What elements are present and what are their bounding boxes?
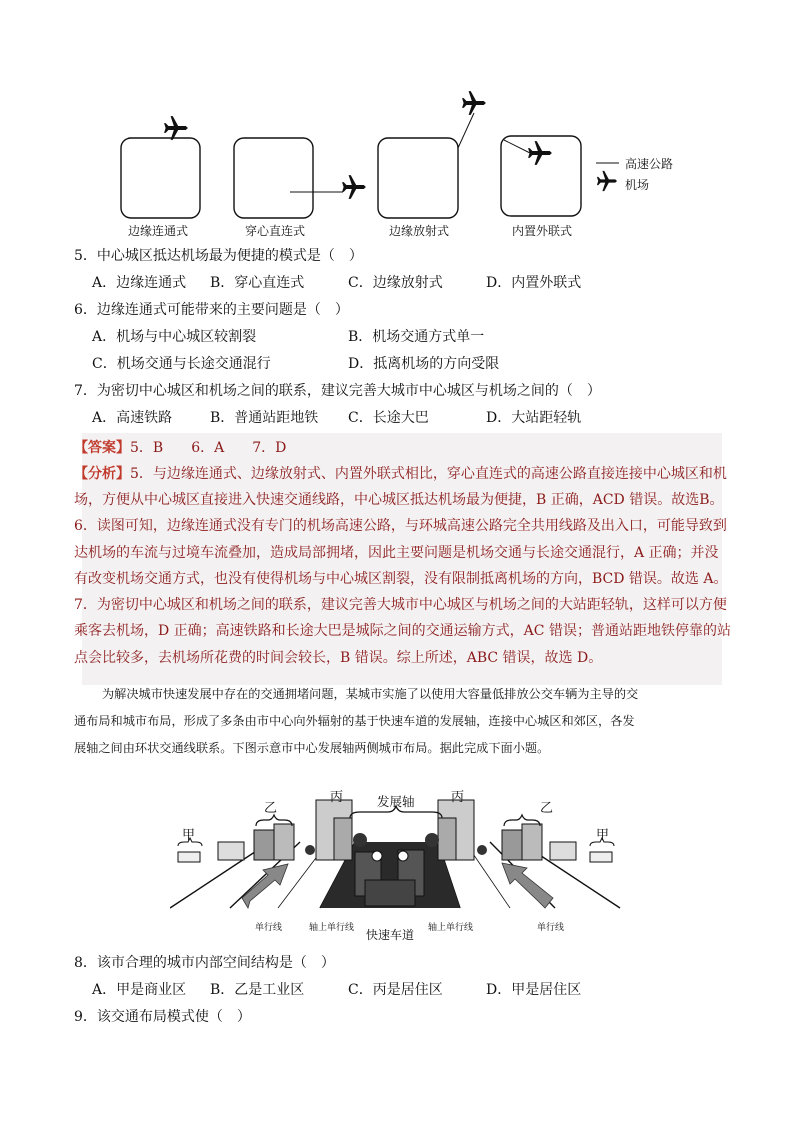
analysis-line-8: 点会比较多，去机场所花费的时间会较长，B 错误。综上所述，ABC 错误，故选 D。 bbox=[74, 650, 603, 666]
q6-option-c: C．机场交通与长途交通混行 bbox=[92, 356, 271, 372]
airport-icon bbox=[342, 175, 366, 199]
label-one-way-right: 单行线 bbox=[537, 923, 565, 933]
label-jia-left: 甲 bbox=[182, 828, 196, 843]
label-edge-connect: 边缘连通式 bbox=[128, 224, 189, 238]
tree bbox=[425, 833, 439, 847]
answer-line bbox=[74, 435, 286, 462]
tree bbox=[305, 845, 315, 855]
label-development-axis: 发展轴 bbox=[377, 794, 415, 809]
q8-stem: 8．该市合理的城市内部空间结构是（ ） bbox=[74, 955, 335, 971]
q7-stem: 7．为密切中心城区和机场之间的联系，建议完善大城市中心城区与机场之间的（ ） bbox=[74, 383, 601, 399]
building-yi-right bbox=[550, 842, 576, 860]
tree bbox=[353, 833, 367, 847]
building-bing-left bbox=[334, 818, 352, 860]
label-one-way-left: 单行线 bbox=[255, 923, 283, 933]
q8-option-d: D．甲是居住区 bbox=[486, 982, 582, 998]
q6-option-a: A．机场与中心城区较割裂 bbox=[92, 329, 257, 345]
analysis-head: 【分析】 bbox=[74, 466, 130, 482]
city-box-edge-radial bbox=[378, 138, 458, 218]
label-edge-radial: 边缘放射式 bbox=[389, 224, 450, 238]
building-yi-right bbox=[522, 824, 542, 860]
intro-line-3: 展轴之间由环状交通线联系。下图示意市中心发展轴两侧城市布局。据此完成下面小题。 bbox=[74, 741, 550, 755]
intro-line-1: 为解决城市快速发展中存在的交通拥堵问题，某城市实施了以使用大容量低排放公交车辆为主导的交 bbox=[102, 687, 639, 701]
label-bing-right: 丙 bbox=[451, 790, 465, 805]
airport-icon bbox=[528, 141, 552, 165]
legend-airport-label: 机场 bbox=[625, 178, 650, 192]
analysis-line-5: 有改变机场交通方式，也没有使得机场与中心城区割裂，没有限制抵离机场的方向，BCD 错误。故选 A。 bbox=[74, 571, 728, 587]
q7-option-c: C．长途大巴 bbox=[348, 410, 429, 426]
label-yi-right: 乙 bbox=[540, 801, 554, 816]
building-yi-right bbox=[502, 830, 524, 860]
label-yi-left: 乙 bbox=[264, 801, 278, 816]
label-axis-one-way-right: 轴上单行线 bbox=[428, 923, 474, 933]
q5-stem: 5．中心城区抵达机场最为便捷的模式是（ ） bbox=[74, 248, 363, 264]
airport-mode-diagram bbox=[0, 0, 794, 250]
station-light bbox=[398, 851, 408, 861]
station-light bbox=[372, 851, 382, 861]
q5-option-d: D．内置外联式 bbox=[486, 275, 582, 291]
q6-option-b: B．机场交通方式单一 bbox=[348, 329, 485, 345]
legend-airport-icon bbox=[597, 171, 617, 191]
label-inner: 内置外联式 bbox=[512, 224, 573, 238]
analysis-line-3: 6．读图可知，边缘连通式没有专门的机场高速公路，与环城高速公路完全共用线路及出入口，可能导致到 bbox=[74, 518, 727, 534]
bus bbox=[365, 880, 415, 906]
city-box-edge-connect bbox=[121, 138, 200, 218]
q9-stem: 9．该交通布局模式使（ ） bbox=[74, 1009, 251, 1025]
q5-option-b: B．穿心直连式 bbox=[210, 275, 305, 291]
label-bing-left: 丙 bbox=[330, 790, 344, 805]
q7-option-d: D．大站距轻轨 bbox=[486, 410, 582, 426]
q6-option-d: D．抵离机场的方向受限 bbox=[348, 356, 500, 372]
city-box-inner bbox=[501, 136, 581, 216]
building-yi-left bbox=[254, 830, 276, 860]
airport-icon bbox=[164, 116, 188, 140]
highway-line bbox=[504, 140, 532, 154]
answer-head: 【答案】 bbox=[74, 440, 130, 456]
q7-option-b: B．普通站距地铁 bbox=[210, 410, 319, 426]
label-through: 穿心直连式 bbox=[245, 224, 306, 238]
analysis-line-6: 7．为密切中心城区和机场之间的联系，建议完善大城市中心城区与机场之间的大站距轻轨，这样可以方便 bbox=[74, 597, 727, 613]
intro-line-2: 通布局和城市布局，形成了多条由市中心向外辐射的基于快速车道的发展轴，连接中心城区和郊区，各发 bbox=[74, 714, 635, 728]
q8-option-a: A．甲是商业区 bbox=[92, 982, 187, 998]
analysis-line-2: 场，方便从中心城区直接进入快速交通线路，中心城区抵达机场最为便捷，B 正确，ACD 错误。故选B。 bbox=[74, 492, 724, 508]
analysis-line-1 bbox=[74, 461, 727, 488]
building-yi-left bbox=[274, 824, 294, 860]
label-jia-right: 甲 bbox=[596, 828, 610, 843]
q7-option-a: A．高速铁路 bbox=[92, 410, 173, 426]
house-jia-left bbox=[178, 852, 200, 862]
house-jia-right bbox=[590, 852, 612, 862]
q6-stem: 6．边缘连通式可能带来的主要问题是（ ） bbox=[74, 302, 349, 318]
building-bing-right bbox=[438, 818, 456, 860]
q5-option-a: A．边缘连通式 bbox=[92, 275, 187, 291]
label-fast-lane: 快速车道 bbox=[366, 928, 415, 942]
highway-line bbox=[458, 113, 474, 148]
label-axis-one-way-left: 轴上单行线 bbox=[309, 923, 355, 933]
airport-icon bbox=[462, 91, 486, 115]
tree bbox=[477, 845, 487, 855]
answer-text: 5．B 6．A 7．D bbox=[130, 440, 287, 456]
q8-option-b: B．乙是工业区 bbox=[210, 982, 305, 998]
analysis-line-7: 乘客去机场，D 正确；高速铁路和长途大巴是城际之间的交通运输方式，AC 错误；普通站距地铁停靠的站 bbox=[74, 623, 731, 639]
legend-road-label: 高速公路 bbox=[625, 157, 674, 171]
analysis-text-1: 5．与边缘连通式、边缘放射式、内置外联式相比，穿心直连式的高速公路直接连接中心城区和机 bbox=[130, 466, 727, 482]
analysis-line-4: 达机场的车流与过境车流叠加，造成局部拥堵，因此主要问题是机场交通与长途交通混行，A 正确；并没 bbox=[74, 545, 719, 561]
q8-option-c: C．丙是居住区 bbox=[348, 982, 443, 998]
building-yi-left bbox=[218, 842, 244, 860]
city-box-through bbox=[234, 138, 313, 218]
q5-option-c: C．边缘放射式 bbox=[348, 275, 443, 291]
